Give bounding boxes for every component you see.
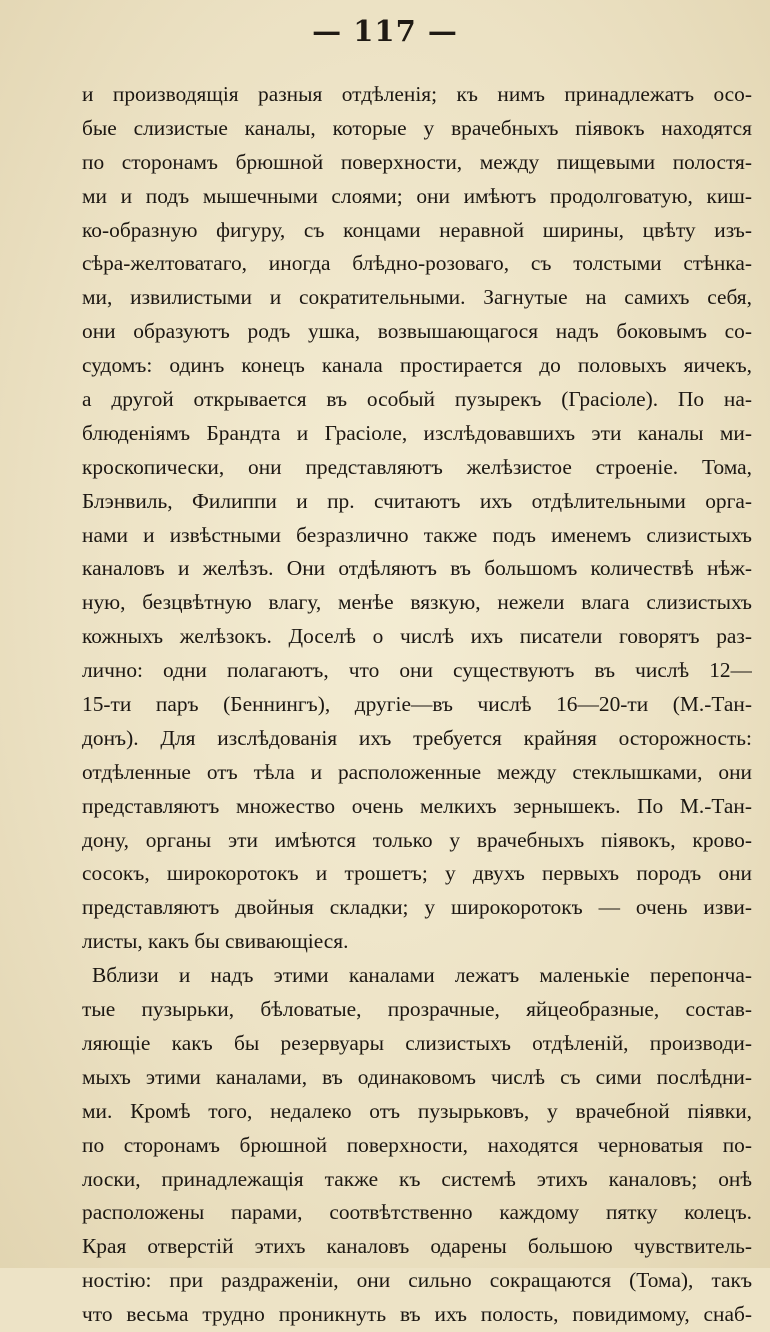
text-line: представляютъ двойныя складки; у широкоротокъ — очень изви- — [82, 895, 752, 920]
text-line: каналовъ и желѣзъ. Они отдѣляютъ въ большомъ количествѣ нѣж- — [82, 556, 752, 581]
body-text — [82, 78, 752, 1332]
text-line: кроскопически, они представляютъ желѣзистое строеніе. Тома, — [82, 454, 752, 479]
text-line: мыхъ этими каналами, въ одинаковомъ числѣ съ сими послѣдни- — [82, 1064, 752, 1089]
text-line: тые пузырьки, бѣловатые, прозрачные, яйцеобразные, состав- — [82, 997, 752, 1022]
text-line: бые слизистые каналы, которые у врачебныхъ піявокъ находятся — [82, 115, 752, 140]
text-line: судомъ: одинъ конецъ канала простирается до половыхъ яичекъ, — [82, 353, 752, 378]
text-line: представляютъ множество очень мелкихъ зернышекъ. По М.-Тан- — [82, 793, 752, 818]
text-line: Края отверстій этихъ каналовъ одарены большою чувствитель- — [82, 1234, 752, 1259]
text-line: ко-образную фигуру, съ концами неравной ширины, цвѣту изъ- — [82, 217, 752, 242]
text-line: они образуютъ родъ ушка, возвышающагося надъ боковымъ со- — [82, 319, 752, 344]
text-line: сѣра-желтоватаго, иногда блѣдно-розоваго, съ толстыми стѣнка- — [82, 251, 752, 276]
text-line: по сторонамъ брюшной поверхности, между пищевыми полостя- — [82, 149, 752, 174]
text-line: 15-ти паръ (Беннингъ), другіе—въ числѣ 16—20-ти (М.-Тан- — [82, 692, 752, 717]
text-line: дону, органы эти имѣются только у врачебныхъ піявокъ, крово- — [82, 827, 752, 852]
page-number: — 117 — — [312, 14, 458, 48]
text-line: листы, какъ бы свивающіеся. — [82, 929, 349, 954]
text-line: сосокъ, широкоротокъ и трошетъ; у двухъ первыхъ породъ они — [82, 861, 752, 886]
text-line: ми и подъ мышечными слоями; они имѣютъ продолговатую, киш- — [82, 183, 752, 208]
text-line: ми, извилистыми и сократительными. Загнутые на самихъ себя, — [82, 285, 752, 310]
text-line: лично: одни полагаютъ, что они существуютъ въ числѣ 12— — [82, 658, 752, 683]
paragraph-1 — [82, 78, 752, 959]
paragraph-2 — [82, 959, 752, 1332]
text-line: и производящія разныя отдѣленія; къ нимъ принадлежатъ осо- — [82, 82, 752, 106]
text-line: а другой открывается въ особый пузырекъ (Грасіоле). По на- — [82, 387, 752, 412]
text-line: что весьма трудно проникнуть въ ихъ полость, повидимому, снаб- — [82, 1302, 752, 1327]
text-line: ляющіе какъ бы резервуары слизистыхъ отдѣленій, производи- — [82, 1030, 752, 1055]
text-line: кожныхъ желѣзокъ. Доселѣ о числѣ ихъ писатели говорятъ раз- — [82, 624, 752, 649]
text-line: лоски, принадлежащія также къ системѣ этихъ каналовъ; онѣ — [82, 1166, 752, 1191]
text-line: Вблизи и надъ этими каналами лежатъ маленькіе перепонча- — [92, 963, 752, 988]
text-line: блюденіямъ Брандта и Грасіоле, изслѣдовавшихъ эти каналы ми- — [82, 420, 752, 445]
text-line: донъ). Для изслѣдованія ихъ требуется крайняя осторожность: — [82, 725, 752, 750]
text-line: ми. Кромѣ того, недалеко отъ пузырьковъ, у врачебной піявки, — [82, 1098, 752, 1123]
text-line: по сторонамъ брюшной поверхности, находятся черноватыя по- — [82, 1132, 752, 1157]
text-line: ностію: при раздраженіи, они сильно сокращаются (Тома), такъ — [82, 1268, 752, 1293]
text-line: нами и извѣстными безразлично также подъ именемъ слизистыхъ — [82, 522, 752, 547]
text-line: отдѣленные отъ тѣла и расположенные между стеклышками, они — [82, 759, 752, 784]
text-line: Блэнвиль, Филиппи и пр. считаютъ ихъ отдѣлительными орга- — [82, 488, 752, 513]
text-line: расположены парами, соотвѣтственно каждому пятку колецъ. — [82, 1200, 752, 1225]
text-line: ную, безцвѣтную влагу, менѣе вязкую, нежели влага слизистыхъ — [82, 590, 752, 615]
